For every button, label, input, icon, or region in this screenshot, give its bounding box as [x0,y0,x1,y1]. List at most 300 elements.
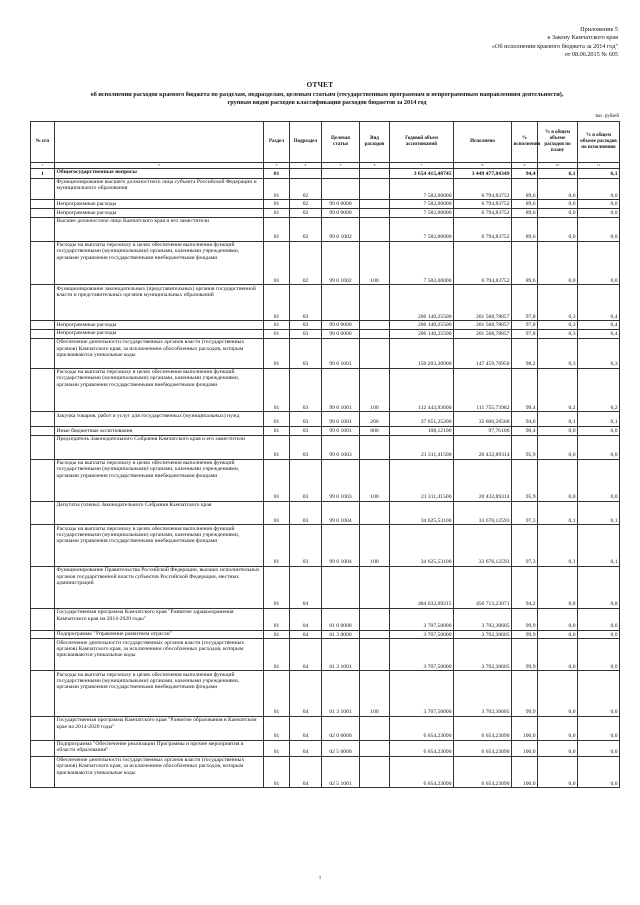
col-header-no: № п/п [31,122,55,163]
row-exp-type: 200 [360,412,390,427]
row-section: 01 [264,168,290,178]
row-number [31,525,55,567]
row-subsection [290,168,322,178]
table-row [31,501,620,525]
row-share-exec: 0,0 [578,671,620,717]
row-executed: 20 432,89314 [454,459,512,501]
row-exp-type [360,209,390,218]
row-executed: 6 654,23090 [454,740,512,756]
row-subsection: 02 [290,178,322,200]
row-target: 01 3 1001 [322,639,360,671]
row-exp-type [360,200,390,209]
row-annual: 37 651,25200 [390,412,454,427]
table-header-row [31,122,620,163]
row-share-plan: 0,3 [538,321,578,330]
row-exp-type: 800 [360,427,390,436]
row-name: Общегосударственные вопросы [55,168,264,178]
appendix-line: от 08.06.2015 № 605 [564,51,618,59]
row-section: 01 [264,435,290,459]
row-share-exec: 0,0 [578,209,620,218]
row-target: 99 0 1004 [322,501,360,525]
row-executed: 201 568,78857 [454,321,512,330]
row-executed: 456 713,23071 [454,567,512,609]
row-name: Высшее должностное лицо Камчатского края и его заместители [55,217,264,241]
row-share-exec: 0,0 [578,756,620,788]
row-share-exec: 0,4 [578,321,620,330]
table-body [31,168,620,788]
appendix-line: Приложение 5 [580,26,618,33]
row-annual: 21 311,41500 [390,435,454,459]
row-target: 99 0 0000 [322,200,360,209]
row-annual: 206 140,25500 [390,321,454,330]
row-share-exec: 0,0 [578,740,620,756]
row-share-exec: 0,0 [578,178,620,200]
row-annual: 484 632,09215 [390,567,454,609]
row-pct: 100,0 [512,740,538,756]
row-target: 01 0 0000 [322,608,360,630]
row-exp-type [360,630,390,639]
row-name: Обеспечение деятельности государственных органов власти (государственных органов) Камчатского края, за исключением обособленных расходов, которым присваиваются уникальные коды [55,639,264,671]
row-executed: 201 568,78857 [454,330,512,339]
row-target [322,285,360,321]
row-annual: 3 654 415,48745 [390,168,454,178]
row-target: 99 0 1001 [322,412,360,427]
row-share-exec: 0,0 [578,241,620,285]
table-row [31,435,620,459]
table-row [31,338,620,368]
row-executed: 147 459,76950 [454,338,512,368]
row-number [31,756,55,788]
row-section: 01 [264,412,290,427]
row-exp-type [360,608,390,630]
row-exp-type [360,435,390,459]
row-share-exec: 0,0 [578,630,620,639]
row-annual: 206 140,25500 [390,330,454,339]
row-exp-type [360,217,390,241]
row-subsection: 03 [290,338,322,368]
col-header-pct: % исполнения [512,122,538,163]
table-row [31,200,620,209]
row-name: Закупка товаров, работ и услуг для государственных (муниципальных) нужд [55,412,264,427]
report-subtitle [52,91,602,107]
row-share-plan: 0,0 [538,435,578,459]
table-row [31,459,620,501]
row-pct: 94,2 [512,567,538,609]
row-section: 01 [264,338,290,368]
row-pct: 100,0 [512,716,538,740]
row-number [31,740,55,756]
row-section: 01 [264,630,290,639]
row-section: 01 [264,608,290,630]
row-share-plan: 0,0 [538,241,578,285]
row-subsection: 03 [290,412,322,427]
row-exp-type [360,338,390,368]
row-annual: 7 582,00000 [390,200,454,209]
row-target [322,168,360,178]
row-section: 01 [264,321,290,330]
table-row [31,427,620,436]
row-share-plan: 0,0 [538,608,578,630]
row-number [31,338,55,368]
row-annual: 112 443,93600 [390,368,454,412]
column-number: 6 [360,162,390,168]
table-row [31,241,620,285]
row-section: 01 [264,501,290,525]
row-exp-type: 100 [360,459,390,501]
table-row [31,630,620,639]
row-target: 99 0 1004 [322,525,360,567]
row-pct: 95,9 [512,459,538,501]
row-executed: 6 794,83752 [454,200,512,209]
row-executed: 35 606,26568 [454,412,512,427]
row-name: Непрограммные расходы [55,321,264,330]
column-number: 1 [31,162,55,168]
row-section: 01 [264,330,290,339]
row-annual: 150 203,30900 [390,338,454,368]
row-number [31,178,55,200]
row-annual: 206 140,25500 [390,285,454,321]
appendix-line: «Об исполнении краевого бюджета за 2014 год" [491,42,618,50]
table-row [31,321,620,330]
row-section: 01 [264,716,290,740]
row-executed: 6 794,83752 [454,241,512,285]
row-target: 99 0 1003 [322,459,360,501]
row-pct: 100,0 [512,756,538,788]
row-annual: 21 311,41500 [390,459,454,501]
row-exp-type: 100 [360,671,390,717]
row-exp-type [360,716,390,740]
row-name: Председатель Законодательного Собрания Камчатского края и его заместители [55,435,264,459]
row-pct: 99,9 [512,639,538,671]
row-share-plan: 0,0 [538,716,578,740]
table-row [31,608,620,630]
row-subsection: 03 [290,459,322,501]
row-share-exec: 0,1 [578,501,620,525]
row-section: 01 [264,217,290,241]
row-target [322,567,360,609]
row-subsection: 03 [290,285,322,321]
column-number: 10 [538,162,578,168]
row-number [31,459,55,501]
row-pct: 99,9 [512,671,538,717]
row-executed: 3 702,30605 [454,671,512,717]
row-executed: 33 676,12593 [454,525,512,567]
row-subsection: 04 [290,756,322,788]
row-share-exec: 0,2 [578,368,620,412]
row-target: 99 0 1001 [322,338,360,368]
row-number [31,671,55,717]
row-exp-type [360,756,390,788]
row-share-exec: 0,0 [578,459,620,501]
row-share-exec: 6,1 [578,168,620,178]
row-share-plan: 0,1 [538,412,578,427]
row-subsection: 04 [290,608,322,630]
row-exp-type [360,321,390,330]
row-number [31,567,55,609]
row-exp-type [360,639,390,671]
row-number [31,368,55,412]
row-section: 01 [264,459,290,501]
units-label: тыс. рублей [595,114,619,119]
row-name: Расходы на выплаты персоналу в целях обеспечения выполнения функций государственными (муниципальными) органами, казенными учреждениями, органами управления государственными внебюджетными фондами [55,459,264,501]
row-share-exec: 0,0 [578,427,620,436]
row-executed: 111 755,73982 [454,368,512,412]
row-pct: 89,6 [512,178,538,200]
row-pct: 94,6 [512,412,538,427]
row-share-plan: 0,0 [538,630,578,639]
row-target: 99 0 0000 [322,321,360,330]
row-share-exec: 0,3 [578,338,620,368]
row-number [31,217,55,241]
row-pct: 89,6 [512,241,538,285]
row-target: 02 0 0000 [322,716,360,740]
row-section: 01 [264,639,290,671]
row-pct: 97,8 [512,330,538,339]
table-row [31,217,620,241]
col-header-share-plan: % в общем объеме расходов по плану [538,122,578,163]
row-share-plan: 0,0 [538,639,578,671]
row-number [31,435,55,459]
row-target: 99 0 1003 [322,435,360,459]
row-number [31,241,55,285]
row-name: Функционирование высшего должностного лица субъекта Российской Федерации и муниципального образования [55,178,264,200]
row-name: Иные бюджетные ассигнования [55,427,264,436]
row-name: Подпрограмма "Обеспечение реализации Программы и прочие мероприятия в области образования" [55,740,264,756]
row-section: 01 [264,200,290,209]
table-row [31,209,620,218]
row-pct: 95,9 [512,435,538,459]
row-executed: 6 654,23090 [454,716,512,740]
row-share-exec: 0,0 [578,716,620,740]
row-exp-type [360,178,390,200]
row-share-plan: 0,1 [538,501,578,525]
row-executed: 6 794,83752 [454,178,512,200]
row-share-exec: 0,0 [578,435,620,459]
row-exp-type: 100 [360,525,390,567]
row-subsection: 03 [290,368,322,412]
report-title: ОТЧЕТ [306,81,334,89]
row-section: 01 [264,178,290,200]
row-share-exec: 0,0 [578,639,620,671]
row-name: Непрограммные расходы [55,209,264,218]
row-annual: 3 707,50000 [390,630,454,639]
col-header-executed: Исполнено [454,122,512,163]
col-header-subsection: Подраздел [290,122,322,163]
column-number: 7 [390,162,454,168]
row-annual: 108,12100 [390,427,454,436]
row-annual: 7 582,00000 [390,217,454,241]
row-subsection: 04 [290,740,322,756]
row-subsection: 04 [290,671,322,717]
appendix-line: к Закону Камчатского края [547,34,618,42]
row-share-plan: 0,0 [538,671,578,717]
row-target: 99 0 1001 [322,368,360,412]
table-row [31,639,620,671]
row-number [31,501,55,525]
table-row [31,178,620,200]
row-share-plan: 0,3 [538,338,578,368]
table-row [31,740,620,756]
row-target: 99 0 1002 [322,217,360,241]
row-number [31,427,55,436]
row-pct: 97,3 [512,525,538,567]
row-share-exec: 0,0 [578,217,620,241]
column-number: 5 [322,162,360,168]
row-executed: 20 432,89314 [454,435,512,459]
row-share-plan: 0,0 [538,427,578,436]
row-target: 99 0 0000 [322,330,360,339]
table-row [31,330,620,339]
row-name: Государственная программа Камчатского края "Развитие здравоохранения Камчатского края на 2014-2020 годы" [55,608,264,630]
row-executed: 6 794,83752 [454,209,512,218]
table-row [31,368,620,412]
row-exp-type [360,740,390,756]
row-share-exec: 0,8 [578,567,620,609]
row-share-plan: 0,8 [538,567,578,609]
table-row [31,168,620,178]
row-annual: 3 707,50000 [390,671,454,717]
row-executed: 3 702,30605 [454,639,512,671]
row-pct: 97,8 [512,321,538,330]
row-exp-type [360,567,390,609]
row-annual: 34 625,53100 [390,525,454,567]
row-share-plan: 6,1 [538,168,578,178]
row-name: Расходы на выплаты персоналу в целях обеспечения выполнения функций государственными (муниципальными) органами, казенными учреждениями, органами управления государственными внебюджетными фондами [55,368,264,412]
row-subsection: 03 [290,321,322,330]
table-row [31,756,620,788]
column-number: 4 [290,162,322,168]
row-share-plan: 0,0 [538,209,578,218]
row-share-exec: 0,1 [578,525,620,567]
row-subsection: 02 [290,217,322,241]
row-share-exec: 0,4 [578,285,620,321]
row-exp-type [360,285,390,321]
row-exp-type: 100 [360,368,390,412]
row-name: Государственная программа Камчатского края "Развитие образования в Камчатском крае на 2014-2020 годы" [55,716,264,740]
row-target: 01 3 1001 [322,671,360,717]
row-subsection: 03 [290,435,322,459]
row-subsection: 04 [290,567,322,609]
row-name: Обеспечение деятельности государственных органов власти (государственных органов) Камчатского края, за исключением обособленных расходов, которым присваиваются уникальные коды [55,338,264,368]
row-subsection: 03 [290,525,322,567]
row-pct: 97,3 [512,501,538,525]
row-executed: 3 702,30605 [454,608,512,630]
row-section: 01 [264,209,290,218]
row-section: 01 [264,740,290,756]
row-section: 01 [264,241,290,285]
column-number: 2 [55,162,264,168]
row-name: Расходы на выплаты персоналу в целях обеспечения выполнения функций государственными (муниципальными) органами, казенными учреждениями, органами управления государственными внебюджетными фондами [55,525,264,567]
row-share-plan: 0,0 [538,200,578,209]
col-header-section: Раздел [264,122,290,163]
row-executed: 6 794,83752 [454,217,512,241]
table-row [31,412,620,427]
row-section: 01 [264,427,290,436]
row-target: 99 0 1002 [322,241,360,285]
row-annual: 6 654,23090 [390,740,454,756]
row-number [31,209,55,218]
row-executed: 3 449 477,84349 [454,168,512,178]
row-pct: 89,6 [512,200,538,209]
row-pct: 89,6 [512,217,538,241]
table-row [31,285,620,321]
row-share-exec: 0,1 [578,412,620,427]
row-share-plan: 0,1 [538,525,578,567]
col-header-exp-type: Вид расходов [360,122,390,163]
row-subsection: 03 [290,501,322,525]
row-number [31,285,55,321]
row-number [31,321,55,330]
row-annual: 7 582,00000 [390,241,454,285]
row-target: 02 5 0000 [322,740,360,756]
table-row [31,525,620,567]
row-executed: 33 676,12593 [454,501,512,525]
row-annual: 3 707,50000 [390,608,454,630]
row-name: Функционирование Правительства Российской Федерации, высших исполнительных органов государственной власти субъектов Российской Федерации, местных администраций [55,567,264,609]
row-name: Непрограммные расходы [55,330,264,339]
row-target [322,178,360,200]
row-subsection: 04 [290,716,322,740]
row-executed: 3 702,30605 [454,630,512,639]
column-number: 8 [454,162,512,168]
col-header-share-exec: % в общем объеме расходов по исполнению [578,122,620,163]
row-target: 01 3 0000 [322,630,360,639]
row-subsection: 04 [290,630,322,639]
row-share-plan: 0,2 [538,368,578,412]
table-row [31,716,620,740]
row-subsection: 03 [290,330,322,339]
appendix-note [358,26,618,60]
row-share-plan: 0,0 [538,740,578,756]
row-name: Функционирование законодательных (представительных) органов государственной власти и представительных органов муниципальных образований [55,285,264,321]
row-section: 01 [264,671,290,717]
page-number: 1 [318,876,322,881]
row-name: Непрограммные расходы [55,200,264,209]
row-name: Расходы на выплаты персоналу в целях обеспечения выполнения функций государственными (муниципальными) органами, казенными учреждениями, органами управления государственными внебюджетными фондами [55,671,264,717]
row-section: 01 [264,368,290,412]
row-share-exec: 0,4 [578,330,620,339]
row-subsection: 04 [290,639,322,671]
row-target: 02 5 1001 [322,756,360,788]
row-exp-type [360,501,390,525]
row-number [31,200,55,209]
row-subsection: 02 [290,241,322,285]
table-row [31,671,620,717]
row-pct: 99,9 [512,630,538,639]
row-pct: 97,8 [512,285,538,321]
row-exp-type [360,168,390,178]
row-number [31,608,55,630]
row-share-plan: 0,3 [538,285,578,321]
row-number: 1 [31,168,55,178]
row-executed: 6 654,23090 [454,756,512,788]
subtitle-line: группам видов расходов классификации расходов бюджетов за 2014 год [227,99,427,107]
row-share-plan: 0,3 [538,330,578,339]
row-pct: 90,4 [512,427,538,436]
row-annual: 7 582,00000 [390,178,454,200]
row-section: 01 [264,567,290,609]
row-name: Депутаты (члены) Законодательного Собрания Камчатского края [55,501,264,525]
row-subsection: 02 [290,200,322,209]
column-number: 3 [264,162,290,168]
row-annual: 34 625,53100 [390,501,454,525]
row-name: Подпрограмма "Управление развитием отрасли" [55,630,264,639]
row-number [31,412,55,427]
row-share-plan: 0,0 [538,459,578,501]
table-row [31,567,620,609]
row-pct: 99,9 [512,608,538,630]
row-name: Обеспечение деятельности государственных органов власти (государственных органов) Камчатского края, за исключением обособленных расходов, которым присваиваются уникальные коды [55,756,264,788]
